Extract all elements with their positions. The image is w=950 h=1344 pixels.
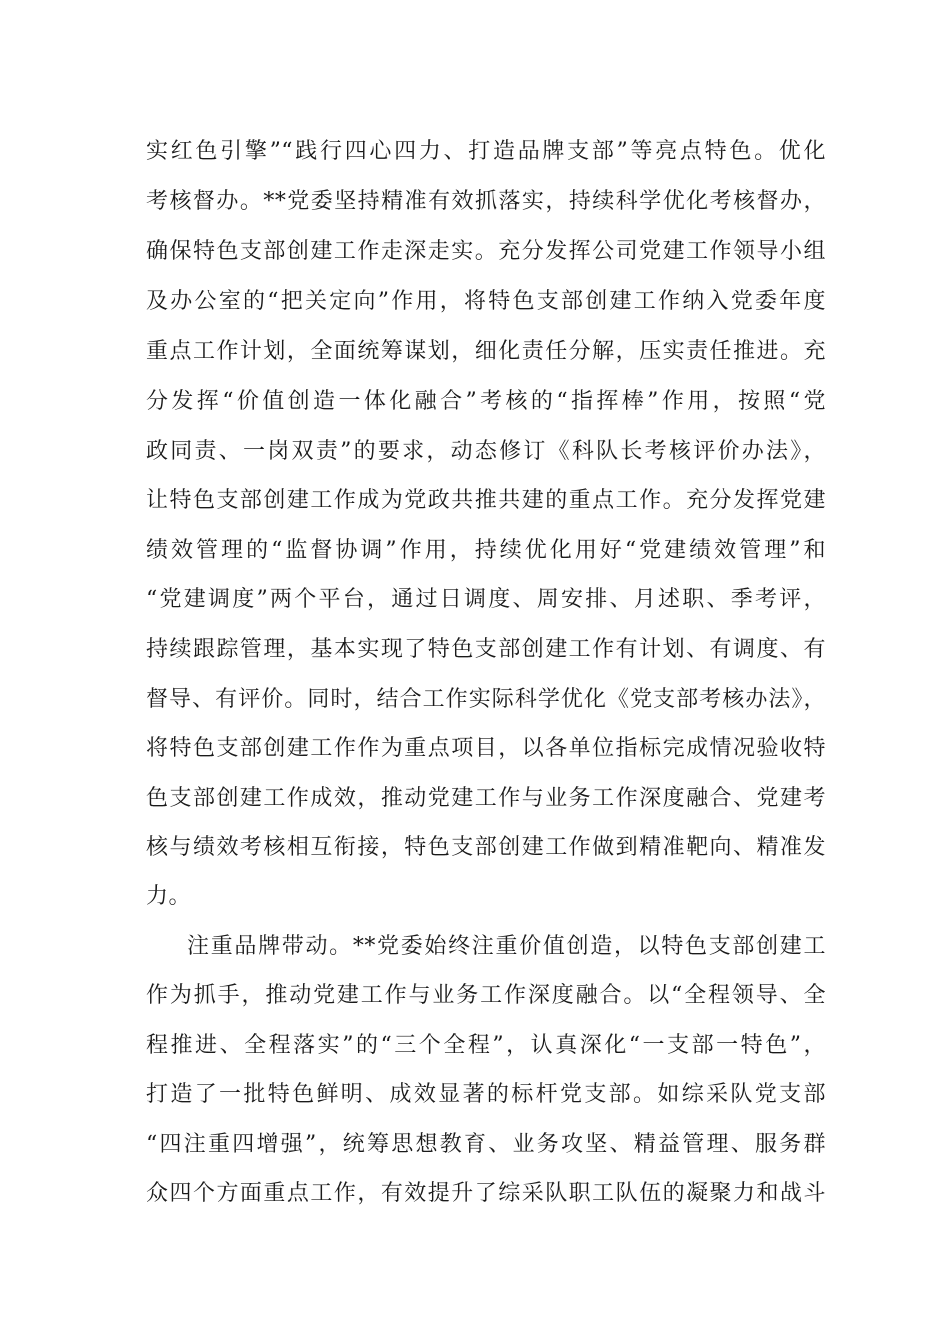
- text-line: [146, 1169, 826, 1219]
- text-line-content: 注重品牌带动。**党委始终注重价值创造，以特色支部创建工: [187, 934, 826, 959]
- text-line-content: 核与绩效考核相互衔接，特色支部创建工作做到精准靶向、精准发: [146, 835, 826, 860]
- text-line: [146, 675, 826, 725]
- text-line-content: 确保特色支部创建工作走深走实。充分发挥公司党建工作领导小组: [146, 239, 826, 264]
- text-line: [146, 377, 826, 427]
- text-line: [146, 177, 826, 227]
- text-line: [146, 1120, 826, 1170]
- text-line: [146, 971, 826, 1021]
- text-line: [146, 724, 826, 774]
- text-line-content: 程推进、全程落实”的“三个全程”，认真深化“一支部一特色”，: [146, 1033, 826, 1058]
- text-line: [146, 823, 826, 873]
- text-line-content: 色支部创建工作成效，推动党建工作与业务工作深度融合、党建考: [146, 786, 826, 811]
- paragraph-first-line: [187, 922, 826, 972]
- text-line-content: 重点工作计划，全面统筹谋划，细化责任分解，压实责任推进。充: [146, 339, 826, 364]
- text-line-content: 力。: [146, 884, 192, 909]
- text-line: [146, 427, 826, 477]
- text-line: [146, 327, 826, 377]
- text-line: [146, 774, 826, 824]
- text-line-content: 打造了一批特色鲜明、成效显著的标杆党支部。如综采队党支部: [146, 1082, 826, 1107]
- text-line: [146, 575, 826, 625]
- text-line: [146, 1070, 826, 1120]
- text-line: [146, 625, 826, 675]
- text-line-content: 将特色支部创建工作作为重点项目，以各单位指标完成情况验收特: [146, 736, 826, 761]
- text-line-content: 绩效管理的“监督协调”作用，持续优化用好“党建绩效管理”和: [146, 538, 826, 563]
- text-line-content: 作为抓手，推动党建工作与业务工作深度融合。以“全程领导、全: [146, 983, 826, 1008]
- text-line-content: 督导、有评价。同时，结合工作实际科学优化《党支部考核办法》，: [146, 687, 826, 712]
- text-line: [146, 872, 826, 922]
- text-line: [146, 277, 826, 327]
- text-line: [146, 227, 826, 277]
- text-line: [146, 1021, 826, 1071]
- text-line: [146, 526, 826, 576]
- text-line-content: 及办公室的“把关定向”作用，将特色支部创建工作纳入党委年度: [146, 289, 826, 314]
- text-line-content: 持续跟踪管理，基本实现了特色支部创建工作有计划、有调度、有: [146, 637, 826, 662]
- text-line: [146, 476, 826, 526]
- text-line-content: 政同责、一岗双责”的要求，动态修订《科队长考核评价办法》，: [146, 439, 826, 464]
- text-line-content: 分发挥“价值创造一体化融合”考核的“指挥棒”作用，按照“党: [146, 389, 826, 414]
- text-line-content: 考核督办。**党委坚持精准有效抓落实，持续科学优化考核督办，: [146, 189, 826, 214]
- text-line-content: “党建调度”两个平台，通过日调度、周安排、月述职、季考评，: [146, 587, 826, 612]
- text-line: [146, 127, 826, 177]
- text-line-content: 实红色引擎”“践行四心四力、打造品牌支部”等亮点特色。优化: [146, 139, 826, 164]
- text-line-content: “四注重四增强”，统筹思想教育、业务攻坚、精益管理、服务群: [146, 1132, 826, 1157]
- text-line-content: 众四个方面重点工作，有效提升了综采队职工队伍的凝聚力和战斗: [146, 1181, 826, 1206]
- text-line-content: 让特色支部创建工作成为党政共推共建的重点工作。充分发挥党建: [146, 488, 826, 513]
